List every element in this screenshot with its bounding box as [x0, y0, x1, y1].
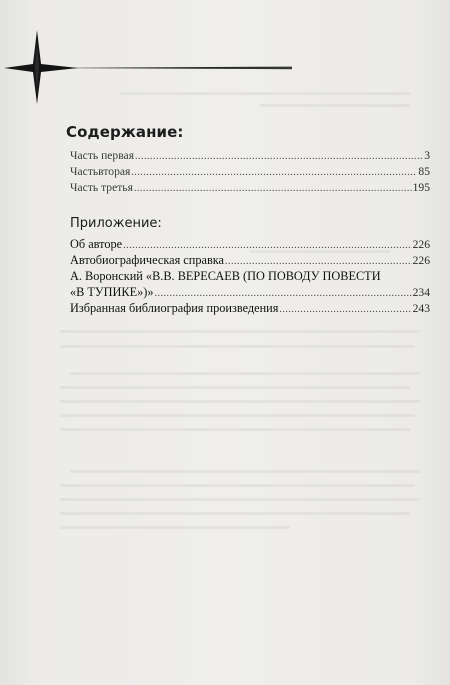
- toc-entry: [70, 300, 430, 316]
- show-through-line: [60, 512, 410, 515]
- toc-entry: [70, 268, 430, 300]
- contents-list: [70, 148, 430, 196]
- appendix-heading: Приложение:: [70, 216, 162, 231]
- toc-entry-title: Часть третья: [70, 181, 133, 194]
- toc-entry-page: 234: [412, 286, 430, 299]
- show-through-line: [60, 428, 410, 431]
- appendix-list: [70, 236, 430, 316]
- toc-entry-page: 3: [424, 149, 430, 162]
- show-through-line: [60, 400, 420, 403]
- star-ornament-icon: [0, 28, 300, 108]
- toc-entry: [70, 180, 430, 196]
- toc-entry-page: 85: [418, 165, 430, 178]
- show-through-line: [60, 414, 415, 417]
- toc-entry-title: Избранная библиография произведения: [70, 301, 279, 315]
- show-through-line: [60, 330, 420, 333]
- dot-leader: [135, 149, 423, 165]
- show-through-line: [60, 345, 415, 348]
- show-through-line: [60, 484, 415, 487]
- toc-entry: [70, 236, 430, 252]
- toc-entry: [70, 148, 430, 164]
- show-through-line: [70, 470, 420, 473]
- show-through-line: [60, 498, 420, 501]
- dot-leader: [131, 165, 417, 181]
- toc-entry-page: 195: [412, 181, 430, 194]
- toc-entry-title: Автобиографическая справка: [70, 253, 225, 267]
- dot-leader: [134, 181, 412, 197]
- show-through-line: [60, 526, 290, 529]
- toc-entry-title: А. Воронский «В.В. ВЕРЕСАЕВ (ПО ПОВОДУ ПОВЕСТИ: [70, 269, 381, 283]
- show-through-line: [70, 372, 420, 375]
- toc-entry-title: Об авторе: [70, 237, 123, 251]
- toc-entry-page: 226: [412, 254, 430, 267]
- toc-entry-page: 243: [412, 302, 430, 315]
- toc-entry: [70, 252, 430, 268]
- toc-entry-title-continued: «В ТУПИКЕ»)»: [70, 285, 154, 299]
- toc-entry-title: Часть первая: [70, 149, 135, 162]
- show-through-line: [60, 386, 410, 389]
- toc-entry: [70, 164, 430, 180]
- dot-leader: [279, 302, 411, 318]
- contents-heading: Содержание:: [66, 123, 184, 141]
- toc-entry-page: 226: [412, 238, 430, 251]
- toc-entry-title: Частьвторая: [70, 165, 131, 178]
